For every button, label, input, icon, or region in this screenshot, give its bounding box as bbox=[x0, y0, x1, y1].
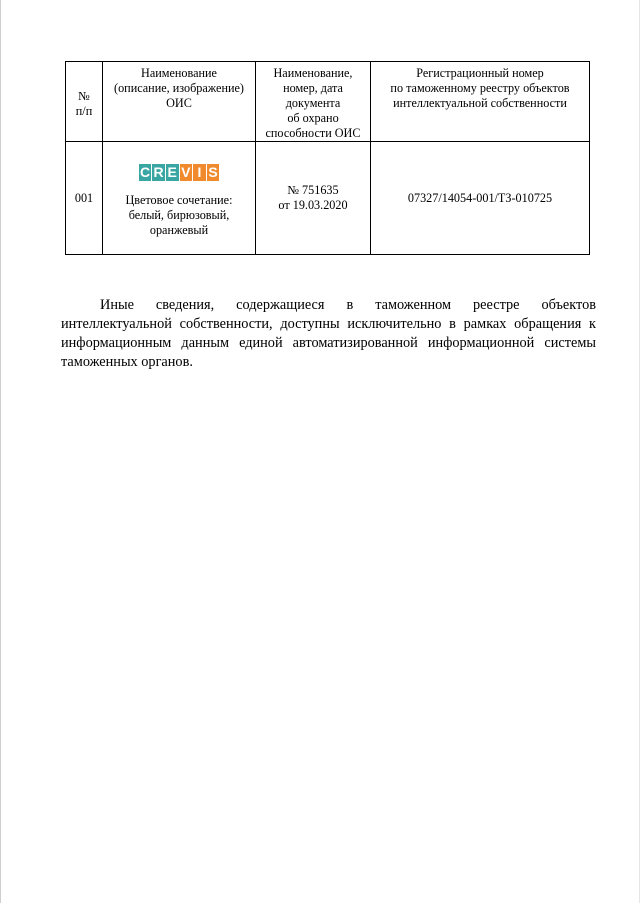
row-registration-number: 07327/14054-001/ТЗ-010725 bbox=[371, 142, 590, 255]
row-document: № 751635 от 19.03.2020 bbox=[256, 142, 371, 255]
logo-letter: E bbox=[167, 164, 177, 180]
logo-letter: C bbox=[139, 164, 151, 180]
logo-letter: V bbox=[181, 164, 191, 180]
table-row bbox=[66, 142, 590, 255]
header-name: Наименование (описание, изображение) ОИС bbox=[103, 62, 256, 142]
paragraph-text: Иные сведения, содержащиеся в таможенном реестре объектов интеллектуальной собственности, доступны исключительно в рамках обращения к информационным данным единой автоматизированной информационной системы таможенных органов. bbox=[61, 297, 596, 370]
row-number: 001 bbox=[66, 142, 103, 255]
registry-table bbox=[65, 61, 590, 255]
header-number: № п/п bbox=[66, 62, 103, 142]
row-name-cell bbox=[103, 142, 256, 255]
table-header-row bbox=[66, 62, 590, 142]
logo-letter: I bbox=[193, 164, 206, 181]
info-paragraph bbox=[61, 296, 596, 372]
logo-letter: S bbox=[208, 164, 218, 180]
logo-letter: R bbox=[153, 164, 164, 180]
header-document: Наименование, номер, дата документа об охрано способности ОИС bbox=[256, 62, 371, 142]
crevis-logo bbox=[139, 164, 220, 181]
header-registration: Регистрационный номер по таможенному реестру объектов интеллектуальной собственности bbox=[371, 62, 590, 142]
row-description: Цветовое сочетание: белый, бирюзовый, оранжевый bbox=[125, 193, 233, 237]
